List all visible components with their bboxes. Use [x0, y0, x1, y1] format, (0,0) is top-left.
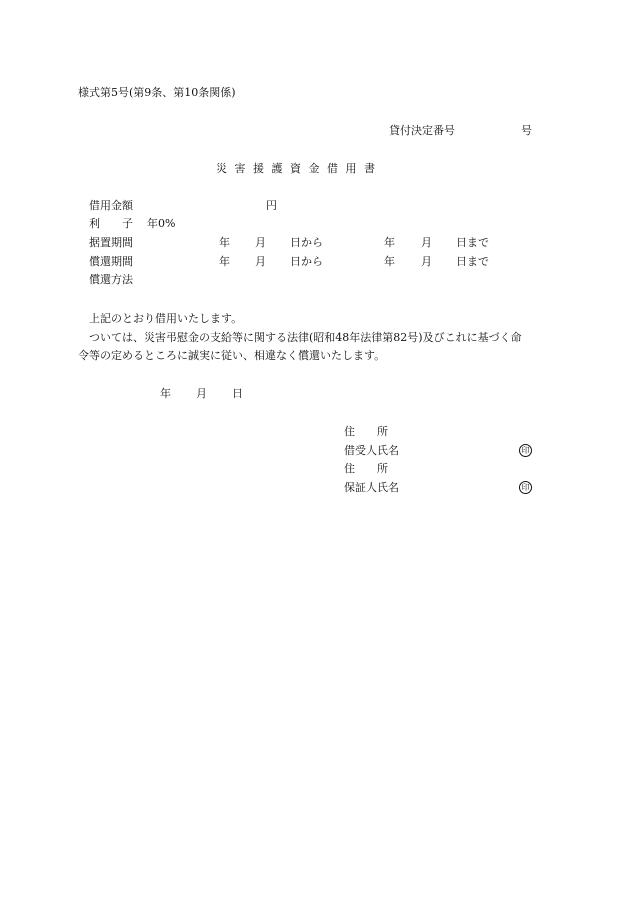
repayment-method-label: 償還方法 — [89, 273, 133, 286]
repayment-period-label: 償還期間 — [89, 255, 133, 268]
repay-from-day: 日から — [290, 255, 323, 268]
body-line-2: ついては、災害弔慰金の支給等に関する法律(昭和48年法律第82号)及びこれに基づく命 — [89, 331, 522, 344]
guarantor-seal-icon — [519, 480, 532, 494]
interest-value: 年0% — [147, 217, 176, 230]
grace-from-year: 年 — [219, 236, 230, 249]
interest-label: 利 子 — [89, 217, 133, 230]
grace-to-month: 月 — [421, 236, 432, 249]
loan-amount-unit: 円 — [266, 199, 277, 212]
grace-to-day: 日まで — [456, 236, 489, 249]
form-number: 様式第5号(第9条、第10条関係) — [78, 86, 236, 99]
document-title: 災 害 援 護 資 金 借 用 書 — [216, 162, 377, 175]
borrower-seal-icon — [519, 443, 532, 457]
grace-period-label: 据置期間 — [89, 236, 133, 249]
decision-number-label: 貸付決定番号 — [389, 124, 455, 137]
repay-to-month: 月 — [421, 255, 432, 268]
repay-to-day: 日まで — [456, 255, 489, 268]
repay-from-year: 年 — [219, 255, 230, 268]
body-line-1: 上記のとおり借用いたします。 — [89, 312, 243, 325]
repay-to-year: 年 — [384, 255, 395, 268]
grace-from-month: 月 — [255, 236, 266, 249]
borrower-name-label: 借受人氏名 — [344, 444, 399, 457]
seal-glyph: 印 — [519, 481, 532, 494]
borrower-address-label: 住 所 — [344, 425, 388, 438]
seal-glyph: 印 — [519, 444, 532, 457]
date-day: 日 — [232, 387, 243, 400]
loan-amount-label: 借用金額 — [89, 199, 133, 212]
repay-from-month: 月 — [255, 255, 266, 268]
grace-from-day: 日から — [290, 236, 323, 249]
guarantor-name-label: 保証人氏名 — [344, 481, 399, 494]
body-line-3: 令等の定めるところに誠実に従い、相違なく償還いたします。 — [78, 349, 386, 362]
grace-to-year: 年 — [384, 236, 395, 249]
date-year: 年 — [160, 387, 171, 400]
decision-number-suffix: 号 — [521, 124, 532, 137]
date-month: 月 — [196, 387, 207, 400]
guarantor-address-label: 住 所 — [344, 462, 388, 475]
